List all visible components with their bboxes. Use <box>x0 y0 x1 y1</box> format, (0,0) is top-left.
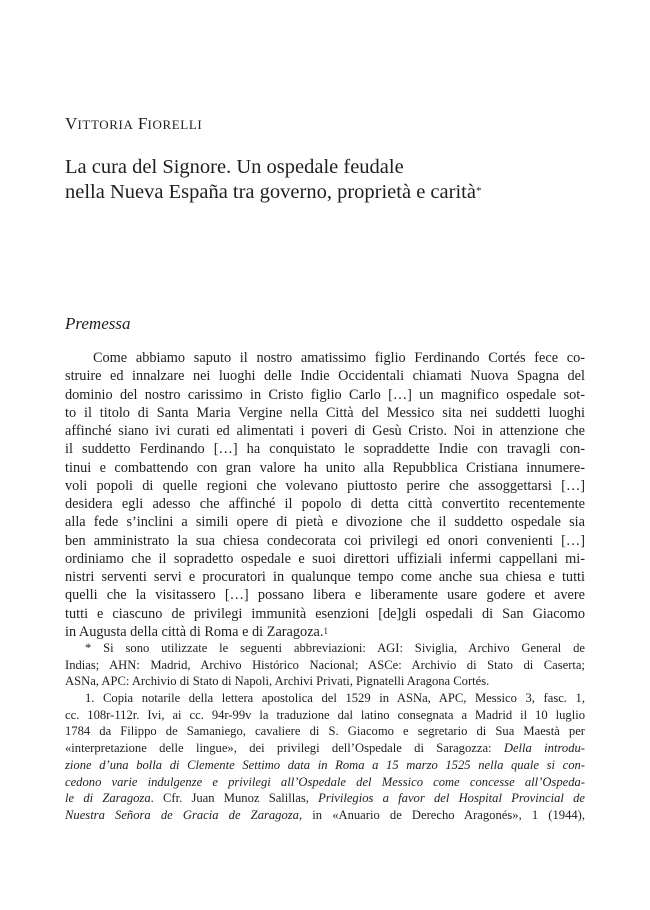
footnotes <box>65 640 585 824</box>
body-line: dominio del nostro carissimo in Cristo figlio Carlo […] un magnifico ospedale sot- <box>65 386 585 403</box>
footnote-star-line: ASNa, APC: Archivio di Stato di Napoli, Archivi Privati, Pignatelli Aragona Cortés. <box>65 674 490 689</box>
title-line-1: La cura del Signore. Un ospedale feudale <box>65 156 404 178</box>
author-first-initial: V <box>65 114 78 133</box>
body-line-last-text: in Augusta della città di Roma e di Zaragoza. <box>65 623 324 640</box>
title-line-2 <box>65 180 585 205</box>
title-footnote-mark: * <box>475 185 482 197</box>
footnote-1-italic: le di Zaragoza <box>65 791 151 806</box>
footnote-1-text: «interpretazione delle lingue», dei privilegi dell’Ospedale di Saragozza: <box>65 741 504 756</box>
body-line: tinui e combattendo con gran valore ha unito alla Repubblica Cristiana innumere- <box>65 459 585 476</box>
body-line: voli popoli di quelle regioni che volevano piuttosto perire che assoggettarsi […] <box>65 477 585 494</box>
body-line-last <box>65 623 585 641</box>
author-name <box>65 114 202 134</box>
body-line: desidera egli adesso che affinché il popolo di detta città convertito recentemente <box>65 496 585 512</box>
footnote-1-line: cc. 108r-112r. Ivi, ai cc. 94r-99v la traduzione dal latino consegnata a Madrid il 10 luglio <box>65 707 585 722</box>
body-line: ordiniamo che il sopradetto ospedale e suoi direttori uffiziali infermi cappellani mi- <box>65 550 585 567</box>
footnote-1-text: . Cfr. Juan Munoz Salillas, <box>150 791 319 806</box>
footnote-1-italic: Nuestra Señora de Gracia de Zaragoza <box>65 807 299 822</box>
footnote-1-line <box>65 790 585 807</box>
author-last-rest: IORELLI <box>147 117 203 132</box>
body-line: nistri serventi servi e procuratori in qualunque tempo come anche sua chiesa e tutti <box>65 569 585 585</box>
footnote-1-line <box>65 807 585 824</box>
body-line: tutti e ciascuno de privilegi immunità esenzioni [de]gli ospedali di San Giacomo <box>65 605 585 622</box>
footnote-ref-1: 1 <box>323 625 328 636</box>
footnote-1-line <box>65 774 585 791</box>
footnote-star-line: * Si sono utilizzate le seguenti abbreviazioni: AGI: Siviglia, Archivo General de <box>85 641 585 655</box>
article-title <box>65 155 585 205</box>
body-line: il suddetto Ferdinando […] ha conquistato le sopraddette Indie con travagli con- <box>65 441 585 458</box>
body-line: struire ed innalzare nei luoghi delle Indie Occidentali chiamati Nuova Spagna del <box>65 368 585 385</box>
body-line: to il titolo di Santa Maria Vergine nella Città del Messico sita nei suddetti luoghi <box>65 404 585 421</box>
body-line: Come abbiamo saputo il nostro amatissimo figlio Ferdinando Cortés fece co- <box>93 350 585 366</box>
footnote-1-italic: Della introdu- <box>503 741 585 756</box>
footnote-1-line: 1784 da Filippo de Samaniego, cavaliere di S. Giacomo e segretario di Sua Maestà per <box>65 724 585 739</box>
body-line: ben amministrato la sua chiesa condecorata coi privilegi ed onori convenienti […] <box>65 532 585 549</box>
footnote-1-line <box>65 757 585 774</box>
body-line: quelli che la visitassero […] possano libera e liberamente usare godere et avere <box>65 587 585 604</box>
footnote-1-line <box>65 740 585 757</box>
body-line: alla fede s’inclini a simili opere di pietà e divozione che il suddetto ospedale sia <box>65 514 585 531</box>
title-line-2-text: nella Nueva España tra governo, proprietà e carità <box>65 181 476 203</box>
footnote-1-text: , in «Anuario de Derecho Aragonés», 1 (1944), <box>298 807 586 822</box>
body-line: affinché siano ivi curati ed alimentati i poveri di Gesù Cristo. Noi in attenzione che <box>65 423 585 439</box>
author-last-initial: F <box>137 114 148 133</box>
footnote-1-italic: zione d’una bolla di Clemente Settimo data in Roma a 15 marzo 1525 nella quale si con- <box>65 757 585 772</box>
footnote-star-line: Indias; AHN: Madrid, Archivo Histórico Nacional; ASCe: Archivio di Stato di Caserta; <box>65 657 585 672</box>
section-heading: Premessa <box>65 314 131 333</box>
footnote-1-line: 1. Copia notarile della lettera apostolica del 1529 in ASNa, APC, Messico 3, fasc. 1, <box>85 691 585 706</box>
footnote-1-italic: Privilegios a favor del Hospital Provincial de <box>318 791 586 806</box>
author-first-rest: ITTORIA <box>77 117 134 132</box>
footnote-1-italic: cedono varie indulgenze e privilegi all’Ospedale del Messico come concesse all’Ospeda- <box>65 774 585 789</box>
body-paragraph <box>65 349 585 641</box>
